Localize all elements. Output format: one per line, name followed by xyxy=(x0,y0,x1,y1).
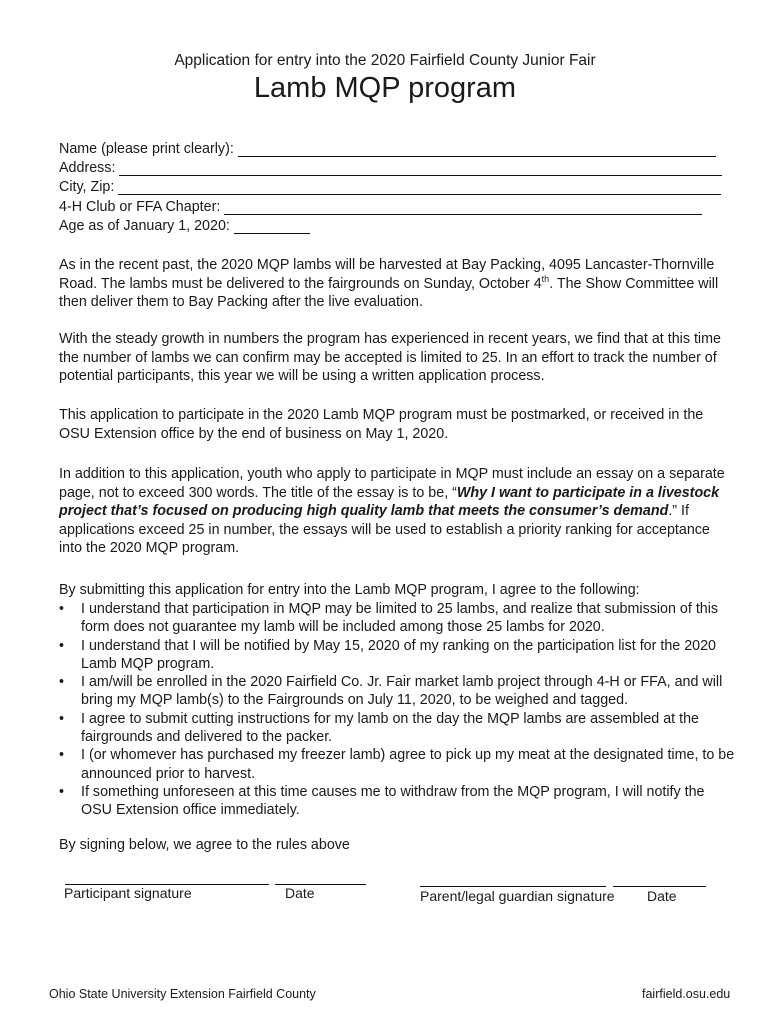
signing-statement: By signing below, we agree to the rules above xyxy=(59,837,350,853)
guardian-date-line[interactable] xyxy=(613,886,706,887)
participant-signature-label: Participant signature xyxy=(64,885,192,901)
list-item: • I (or whomever has purchased my freezer lamb) agree to pick up my meat at the designated time, to be announced prior to harvest. xyxy=(59,747,735,782)
age-line[interactable] xyxy=(234,221,310,234)
club-field xyxy=(59,199,702,215)
footer-organization: Ohio State University Extension Fairfield County xyxy=(49,987,316,1001)
city-zip-field xyxy=(59,179,721,195)
participant-date-label: Date xyxy=(285,885,315,901)
paragraph-harvest: As in the recent past, the 2020 MQP lambs will be harvested at Bay Packing, 4095 Lancaster-Thornville Road. The lambs must be delivered to the fairgrounds on Sunday, October 4th. The Show Committee will then deliver them to Bay Packing after the live evaluation. xyxy=(59,257,719,310)
footer-website: fairfield.osu.edu xyxy=(642,987,731,1001)
club-label: 4-H Club or FFA Chapter: xyxy=(59,199,221,215)
name-field xyxy=(59,141,716,157)
age-field xyxy=(59,218,310,234)
form-title: Lamb MQP program xyxy=(253,72,517,104)
list-item: • I am/will be enrolled in the 2020 Fairfield Co. Jr. Fair market lamb project through 4-H or FFA, and will bring my MQP lamb(s) to the Fairgrounds on July 11, 2020, to be weighed and tagged. xyxy=(59,674,723,709)
club-line[interactable] xyxy=(224,202,702,215)
list-item: • If something unforeseen at this time causes me to withdraw from the MQP program, I will notify the OSU Extension office immediately. xyxy=(59,783,705,819)
agreement-list xyxy=(59,600,739,820)
form-subtitle: Application for entry into the 2020 Fairfield County Junior Fair xyxy=(174,52,596,69)
paragraph-agreement: By submitting this application for entry into the Lamb MQP program, I agree to the following: xyxy=(59,582,640,598)
list-item: • I agree to submit cutting instructions for my lamb on the day the MQP lambs are assembled at the fairgrounds and delivered to the packer. xyxy=(59,710,699,746)
list-item: • I understand that participation in MQP may be limited to 25 lambs, and realize that submission of this form does not guarantee my lamb will be included among those 25 lambs for 2020. xyxy=(59,601,719,636)
city-zip-line[interactable] xyxy=(118,182,721,195)
list-item: • I understand that I will be notified by May 15, 2020 of my ranking on the participation list for the 2020 Lamb MQP program. xyxy=(59,637,716,672)
guardian-date-label: Date xyxy=(647,888,677,904)
paragraph-growth: With the steady growth in numbers the program has experienced in recent years, we find that at this time the number of lambs we can confirm may be accepted is limited to 25. In an effort to track the number of potential participants, this year we will be using a written application process. xyxy=(59,331,721,384)
guardian-signature-line[interactable] xyxy=(420,886,606,887)
guardian-signature-label: Parent/legal guardian signature xyxy=(420,888,615,904)
name-label: Name (please print clearly): xyxy=(59,141,234,157)
paragraph-essay: In addition to this application, youth who apply to participate in MQP must include an essay on a separate page, not to exceed 300 words. The title of the essay is to be, “Why I want to participate in a livestock project that’s focused on producing high quality lamb that meets the consumer’s demand.” If applications exceed 25 in number, the essays will be used to establish a priority ranking for acceptance into the 2020 MQP program. xyxy=(59,466,725,556)
address-label: Address: xyxy=(59,160,116,176)
paragraph-deadline: This application to participate in the 2020 Lamb MQP program must be postmarked, or received in the OSU Extension office by the end of business on May 1, 2020. xyxy=(59,407,704,442)
name-line[interactable] xyxy=(238,144,716,157)
age-label: Age as of January 1, 2020: xyxy=(59,218,230,234)
address-line[interactable] xyxy=(119,163,722,176)
address-field xyxy=(59,160,722,176)
city-zip-label: City, Zip: xyxy=(59,179,115,195)
